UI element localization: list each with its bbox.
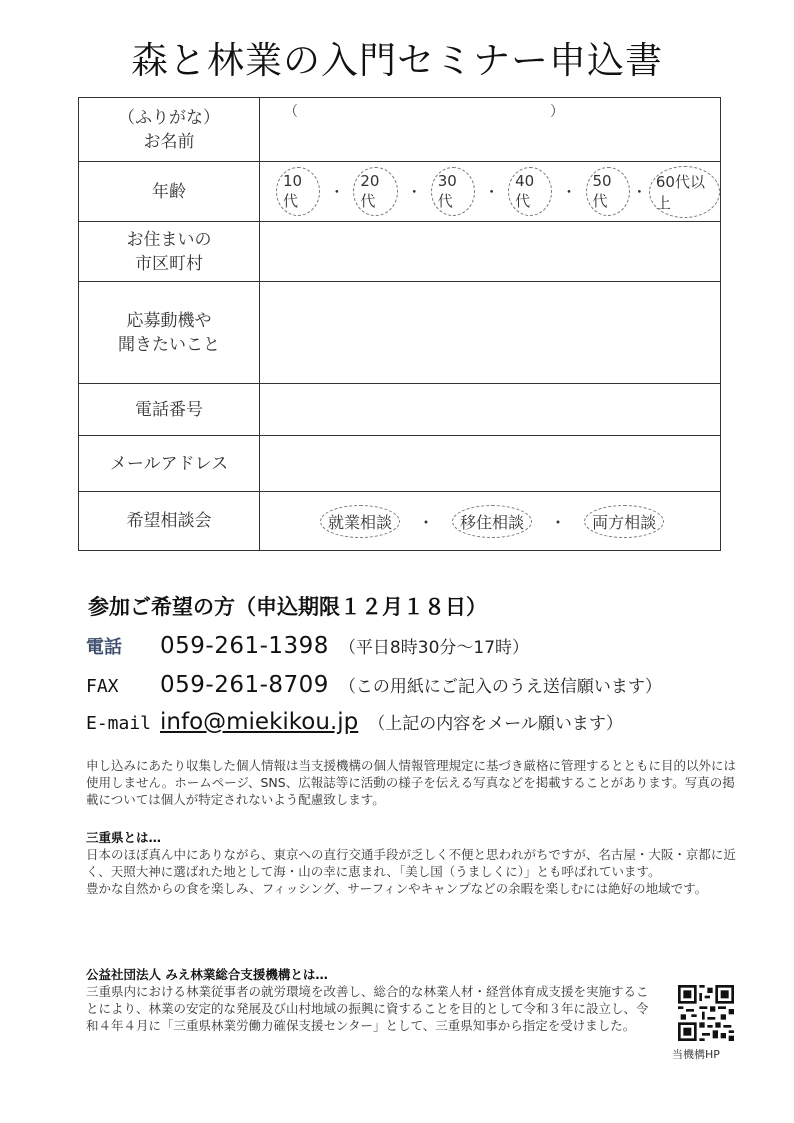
paren-close: ） [550,104,564,120]
age-option-50s[interactable]: 50代 [586,167,630,216]
org-heading: 公益社団法人 みえ林業総合支援機構とは… [86,967,328,982]
age-field [260,162,721,222]
age-option-40s[interactable]: 40代 [508,167,552,216]
email-label: メールアドレス [79,436,260,492]
fax-note: （この用紙にご記入のうえ送信願います） [338,677,662,697]
mail-row [86,709,623,735]
separator: ・ [631,183,647,201]
separator: ・ [406,183,422,201]
fax-label: FAX [86,676,119,697]
address-label-line1: お住まいの [126,229,212,250]
separator: ・ [484,183,500,201]
motive-label-line2: 聞きたいこと [118,334,220,355]
privacy-notice: 申し込みにあたり収集した個人情報は当支援機構の個人情報管理規定に基づき厳格に管理するとともに目的以外には使用しません。ホームページ、SNS、広報誌等に活動の様子を伝える写真などを掲載することがあります。写真の掲載については個人が特定されないよう配慮致します。 [86,758,737,807]
mie-heading: 三重県とは… [86,830,162,845]
fax-row [86,672,662,698]
motive-label-line1: 応募動機や [126,310,212,331]
motive-label-cell [79,282,260,384]
age-option-60s-plus[interactable]: 60代以上 [649,166,720,218]
mail-address-link[interactable]: info@miekikou.jp [160,709,359,735]
mie-text-2: 豊かな自然からの食を楽しみ、フィッシング、サーフィンやキャンプなどの余暇を楽しむには絶好の地域です。 [86,881,708,896]
paren-open: （ [284,104,298,120]
tel-row [86,633,529,659]
mie-text-1: 日本のほぼ真ん中にありながら、東京への直行交通手段が乏しく不便と思われがちですが、名古屋・大阪・京都に近く、天照大神に選ばれた地として海・山の幸に恵まれ、「美し国（うましくに）」とも呼ばれています。 [86,847,736,879]
qr-code-icon[interactable] [675,985,737,1041]
consult-label: 希望相談会 [79,492,260,551]
consult-option-job[interactable]: 就業相談 [320,505,400,538]
fax-number: 059-261-8709 [160,672,329,698]
tel-label: 電話 [86,637,122,658]
org-section [86,966,656,1034]
page-title: 森と林業の入門セミナー申込書 [131,39,663,82]
age-label: 年齢 [79,162,260,222]
contact-heading: 参加ご希望の方（申込期限１２月１８日） [88,595,487,619]
email-field[interactable] [260,436,721,492]
mail-label: E-mail [86,713,152,734]
phone-label: 電話番号 [79,384,260,436]
furigana-label: （ふりがな） [118,107,220,128]
separator: ・ [561,183,577,201]
mie-section [86,829,736,897]
address-label-cell [79,222,260,282]
name-label: お名前 [143,131,195,152]
address-label-line2: 市区町村 [135,253,203,274]
address-field[interactable] [260,222,721,282]
separator: ・ [550,512,567,532]
phone-field[interactable] [260,384,721,436]
tel-note: （平日8時30分～17時） [338,638,530,658]
consult-field [260,492,721,551]
separator: ・ [329,183,345,201]
tel-number[interactable]: 059-261-1398 [160,633,329,659]
age-option-20s[interactable]: 20代 [353,167,397,216]
application-form [78,97,721,551]
motive-field[interactable] [260,282,721,384]
org-text: 三重県内における林業従事者の就労環境を改善し、総合的な林業人材・経営体育成支援を実施することにより、林業の安定的な発展及び山村地域の振興に資することを目的として令和３年に設立し、令和４年４月に「三重県林業労働力確保支援センター」として、三重県知事から指定を受けました。 [86,984,649,1033]
consult-option-both[interactable]: 両方相談 [584,505,664,538]
name-field[interactable] [260,98,721,162]
mail-note: （上記の内容をメール願います） [368,714,623,734]
consult-option-migration[interactable]: 移住相談 [452,505,532,538]
qr-label: 当機構HP [672,1048,720,1061]
separator: ・ [418,512,435,532]
age-option-30s[interactable]: 30代 [431,167,475,216]
age-option-10s[interactable]: 10代 [276,167,320,216]
name-label-cell [79,98,260,162]
